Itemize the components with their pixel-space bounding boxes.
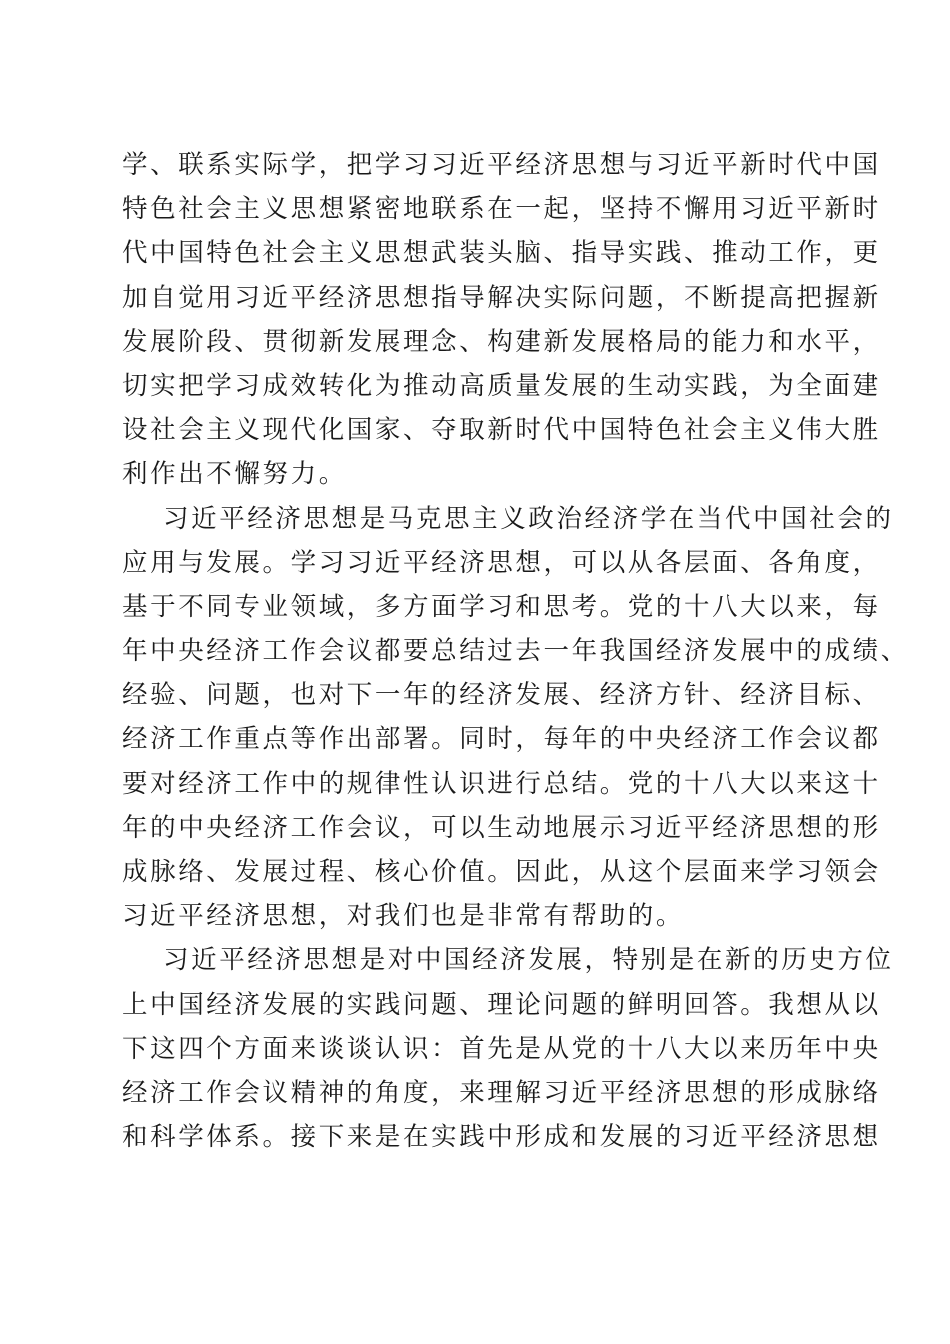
text-line: 上中国经济发展的实践问题、理论问题的鲜明回答。我想从以 <box>122 989 881 1020</box>
text-line: 年中央经济工作会议都要总结过去一年我国经济发展中的成绩、 <box>122 636 909 667</box>
text-line: 成脉络、发展过程、核心价值。因此，从这个层面来学习领会 <box>122 857 881 887</box>
paragraph-1 <box>122 143 881 497</box>
document-body <box>122 143 909 1159</box>
text-line: 特色社会主义思想紧密地联系在一起，坚持不懈用习近平新时 <box>122 194 881 225</box>
text-line: 代中国特色社会主义思想武装头脑、指导实践、推动工作，更 <box>122 238 881 269</box>
text-line: 利作出不懈努力。 <box>122 459 347 490</box>
text-line: 经济工作会议精神的角度，来理解习近平经济思想的形成脉络 <box>122 1077 881 1108</box>
text-line: 经济工作重点等作出部署。同时，每年的中央经济工作会议都 <box>122 724 881 755</box>
text-line: 应用与发展。学习习近平经济思想，可以从各层面、各角度， <box>122 547 881 578</box>
text-line: 学、联系实际学，把学习习近平经济思想与习近平新时代中国 <box>122 150 881 180</box>
text-line: 基于不同专业领域，多方面学习和思考。党的十八大以来，每 <box>122 591 881 622</box>
text-line: 习近平经济思想是对中国经济发展，特别是在新的历史方位 <box>163 945 894 976</box>
paragraph-2 <box>122 497 909 939</box>
text-line: 加自觉用习近平经济思想指导解决实际问题，不断提高把握新 <box>122 282 881 313</box>
text-line: 习近平经济思想，对我们也是非常有帮助的。 <box>122 901 685 932</box>
text-line: 发展阶段、贯彻新发展理念、构建新发展格局的能力和水平， <box>122 326 881 357</box>
text-line: 设社会主义现代化国家、夺取新时代中国特色社会主义伟大胜 <box>122 415 881 446</box>
text-line: 切实把学习成效转化为推动高质量发展的生动实践，为全面建 <box>122 370 881 401</box>
text-line: 年的中央经济工作会议，可以生动地展示习近平经济思想的形 <box>122 812 881 843</box>
text-line: 和科学体系。接下来是在实践中形成和发展的习近平经济思想 <box>122 1122 881 1153</box>
text-line: 下这四个方面来谈谈认识：首先是从党的十八大以来历年中央 <box>122 1033 881 1064</box>
text-line: 要对经济工作中的规律性认识进行总结。党的十八大以来这十 <box>122 768 881 799</box>
text-line: 习近平经济思想是马克思主义政治经济学在当代中国社会的 <box>163 503 894 534</box>
paragraph-3 <box>122 938 894 1159</box>
text-line: 经验、问题，也对下一年的经济发展、经济方针、经济目标、 <box>122 680 881 711</box>
